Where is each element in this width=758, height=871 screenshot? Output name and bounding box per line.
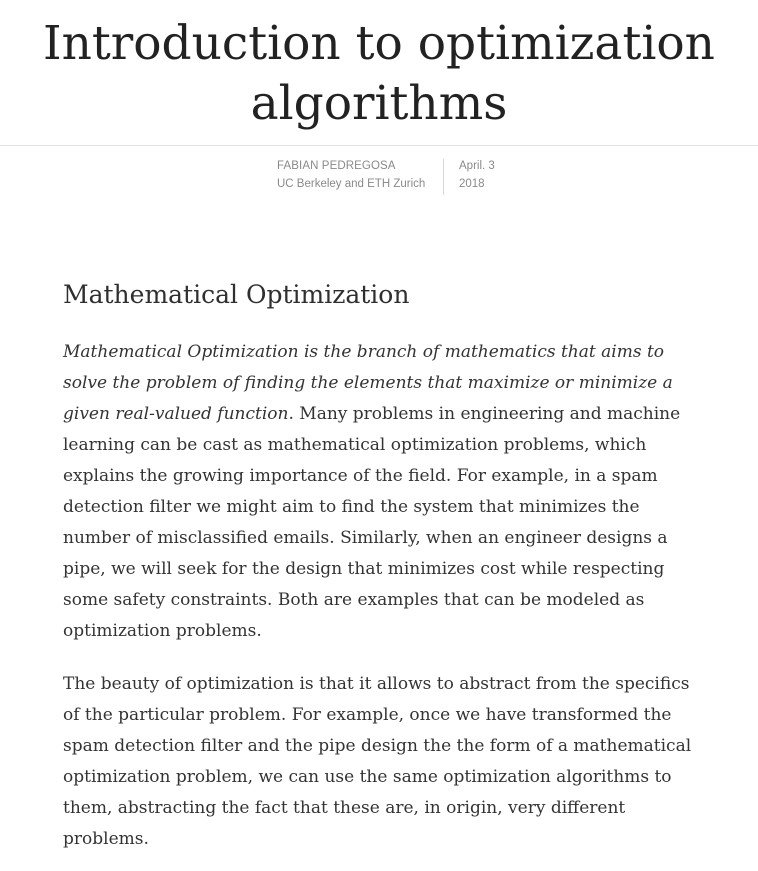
italic-definition: solve the problem of finding the elements that maximize or minimize a [63,373,673,393]
paragraph-line [63,368,713,399]
paragraph-line: optimization problems. [63,621,262,641]
paragraph-line: learning can be cast as mathematical optimization problems, which [63,435,647,455]
author-name: FABIAN PEDREGOSA [277,160,396,172]
paragraph-text: . Many problems in engineering and machine [288,404,681,424]
publish-date-day: April. 3 [459,160,495,172]
paragraph-intro [63,337,713,647]
paragraph-line: some safety constraints. Both are examples that can be modeled as [63,590,645,610]
section-heading: Mathematical Optimization [63,280,410,309]
paragraph-beauty [63,669,713,855]
paragraph-line: The beauty of optimization is that it allows to abstract from the specifics [63,674,690,694]
italic-definition: Mathematical Optimization is the branch of mathematics that aims to [63,342,665,362]
publish-date [459,157,495,193]
paragraph-line: number of misclassified emails. Similarly, when an engineer designs a [63,528,668,548]
page-title-line-2: algorithms [250,76,508,131]
paragraph-line: problems. [63,829,149,849]
byline-divider [443,159,444,195]
paragraph-line: of the particular problem. For example, once we have transformed the [63,705,672,725]
italic-definition: given real-valued function [63,404,289,424]
paragraph-line: detection filter we might aim to find the system that minimizes the [63,497,640,517]
byline [0,157,758,197]
paragraph-line: explains the growing importance of the field. For example, in a spam [63,466,658,486]
article-body [63,275,713,855]
paragraph-line [63,337,713,368]
paragraph-line: optimization problem, we can use the same optimization algorithms to [63,767,672,787]
author-info [277,157,425,193]
paragraph-line: them, abstracting the fact that these are, in origin, very different [63,798,626,818]
paragraph-line: pipe, we will seek for the design that minimizes cost while respecting [63,559,665,579]
author-affiliation: UC Berkeley and ETH Zurich [277,178,426,190]
page-title-line-1: Introduction to optimization [43,16,715,71]
publish-date-year: 2018 [459,178,485,190]
title-divider [0,145,758,146]
paragraph-line [63,399,713,430]
paragraph-line: spam detection filter and the pipe design the the form of a mathematical [63,736,692,756]
page-title [0,14,758,134]
